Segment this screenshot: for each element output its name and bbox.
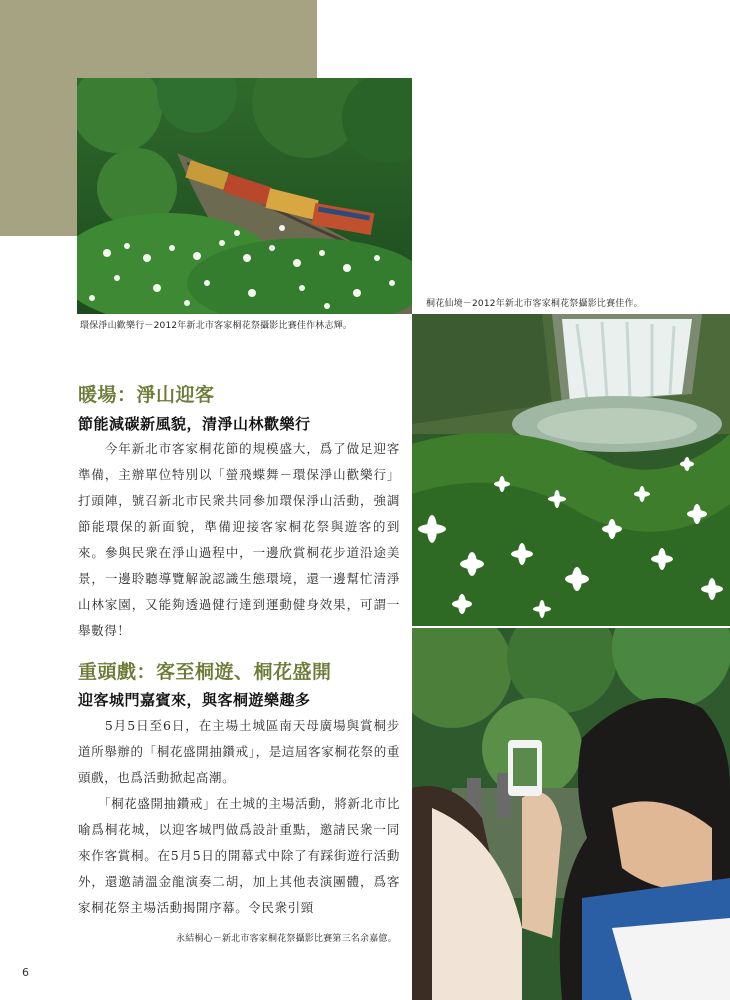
- visitors-illustration: [412, 628, 730, 1000]
- section1-paragraph: 今年新北市客家桐花節的規模盛大，爲了做足迎客準備，主辦單位特別以「螢飛蝶舞－環保淨山歡樂行」打頭陣，號召新北市民衆共同參加環保淨山活動，強調節能環保的新面貌，準備迎接客家桐花祭與遊客的到來。參與民衆在淨山過程中，一邊欣賞桐花步道沿途美景，一邊聆聽導覽解說認識生態環境，還一邊幫忙清淨山林家園，又能夠透過健行達到運動健身效果，可謂一舉數得！: [78, 441, 400, 638]
- waterfall-illustration: [412, 314, 730, 626]
- visitors-caption: 永結桐心－新北市客家桐花祭攝影比賽第三名余嘉億。: [176, 934, 397, 944]
- section2-subtitle: 迎客城門嘉賓來，與客桐遊樂趣多: [78, 691, 311, 709]
- section1-subtitle: 節能減碳新風貌，清淨山林歡樂行: [78, 415, 311, 433]
- train-caption: 環保淨山歡樂行－2012年新北市客家桐花祭攝影比賽佳作林志輝。: [80, 321, 353, 331]
- train-forest-illustration: [77, 78, 412, 314]
- waterfall-photo: [412, 314, 730, 626]
- section2-paragraph-1: 5月5日至6日，在主場土城區南天母廣場與賞桐步道所舉辦的「桐花盛開抽鑽戒」，是這屆客家桐花祭的重頭戲，也爲活動掀起高潮。: [78, 718, 400, 785]
- section2-paragraph-2: 「桐花盛開抽鑽戒」在土城的主場活動，將新北市比喻爲桐花城，以迎客城門做爲設計重點，邀請民衆一同來作客賞桐。在5月5日的開幕式中除了有踩街遊行活動外，還邀請溫金龍演奏二胡，加上其他表演團體，爲客家桐花祭主場活動揭開序幕。令民衆引頸: [78, 796, 400, 915]
- section2-title: 重頭戲：客至桐遊、桐花盛開: [78, 661, 332, 683]
- visitors-photo: [412, 628, 730, 1000]
- page-number: 6: [22, 966, 29, 979]
- train-forest-photo: [77, 78, 412, 314]
- section1-title: 暖場：淨山迎客: [78, 384, 215, 406]
- waterfall-caption: 桐花仙境－2012年新北市客家桐花祭攝影比賽佳作。: [426, 299, 643, 309]
